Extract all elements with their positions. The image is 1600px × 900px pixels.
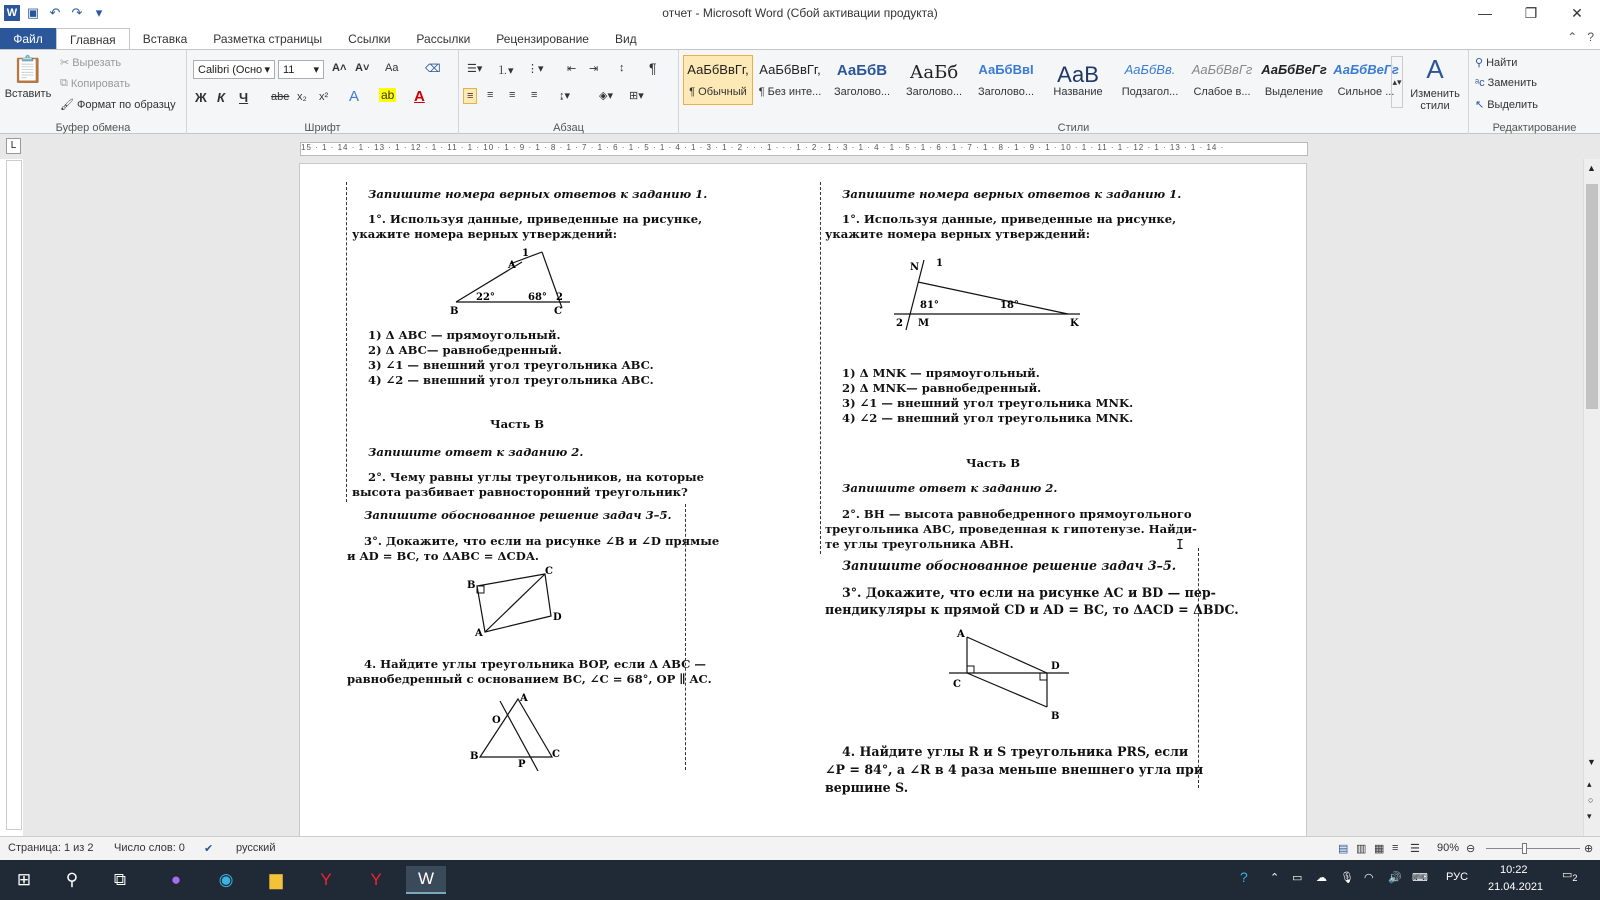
- redo-icon[interactable]: ↷: [71, 5, 83, 20]
- restore-button[interactable]: ❐: [1524, 4, 1538, 21]
- tab-file[interactable]: Файл: [0, 28, 56, 50]
- keyboard-icon[interactable]: ⌨: [1412, 872, 1428, 884]
- alice-assistant-icon[interactable]: ●: [170, 870, 182, 889]
- ribbon: [0, 49, 1600, 134]
- vertical-ruler[interactable]: [6, 160, 22, 830]
- label: 2: [556, 292, 563, 303]
- clock-time[interactable]: 10:22: [1500, 864, 1528, 876]
- question-text: пендикуляры к прямой CD и AD = BC, то ΔACD = ΔBDC.: [825, 602, 1239, 617]
- horizontal-ruler[interactable]: 15 · 1 · 14 · 1 · 13 · 1 · 12 · 1 · 11 · 1 · 10 · 1 · 9 · 1 · 8 · 1 · 7 · 1 · 6 · 1 · 5 · 1 · 4 · 1 · 3 · 1 · 2 · · · 1 · · · 1 · 2 · 1 · 3 · 1 · 4 · 1 · 5 · 1 · 6 · 1 · 7 · 1 · 8 · 1 · 9 · 1 · 10 · 1 · 11 · 1 · 12 · 1 · 13 · 1 · 14 ·: [300, 142, 1308, 156]
- font-size-select[interactable]: 11 ▾: [278, 60, 324, 79]
- question-text: те углы треугольника ABH.: [825, 537, 1014, 551]
- paragraph-group: [459, 50, 679, 135]
- style-subtitle[interactable]: АаБбВв. Подзагол...: [1121, 62, 1179, 98]
- chevron-down-icon: ▾: [264, 64, 270, 76]
- proofing-icon[interactable]: ✔: [204, 843, 214, 855]
- label: M: [918, 318, 930, 329]
- task-view-icon[interactable]: ⧉: [113, 870, 127, 889]
- zoom-out-icon[interactable]: ⊖: [1466, 843, 1476, 855]
- question-text: 1°. Используя данные, приведенные на рисунке,: [368, 212, 703, 226]
- window-title: отчет - Microsoft Word (Сбой активации продукта): [662, 6, 938, 20]
- clock-date[interactable]: 21.04.2021: [1488, 881, 1544, 893]
- tab-references[interactable]: Ссылки: [348, 32, 391, 46]
- fullscreen-reading-icon[interactable]: ▥: [1356, 843, 1367, 855]
- label: 81°: [920, 300, 939, 311]
- question-text: 4. Найдите углы треугольника BOP, если Δ ABC —: [364, 657, 707, 671]
- option-text: 4) ∠2 — внешний угол треугольника MNK.: [842, 411, 1134, 425]
- label: 22°: [476, 292, 495, 303]
- question-text: 4. Найдите углы R и S треугольника PRS, если: [842, 744, 1189, 759]
- section-heading: Часть B: [490, 417, 545, 431]
- print-layout-icon[interactable]: ▤: [1338, 843, 1349, 855]
- label: A: [520, 693, 528, 704]
- style-heading-1[interactable]: АаБбВ Заголово...: [833, 62, 891, 98]
- option-text: 2) Δ MNK— равнобедренный.: [842, 381, 1042, 395]
- option-text: 3) ∠1 — внешний угол треугольника ABC.: [368, 358, 654, 372]
- quadrilateral-figure: [465, 564, 565, 636]
- zoom-slider-handle[interactable]: [1522, 843, 1527, 854]
- scrollbar-thumb[interactable]: [1586, 184, 1598, 409]
- notifications-icon[interactable]: $▭_2$: [1562, 869, 1578, 884]
- option-text: 3) ∠1 — внешний угол треугольника MNK.: [842, 396, 1134, 410]
- font-group: [187, 50, 459, 135]
- multilevel-list-icon[interactable]: ⋮▾: [527, 63, 544, 75]
- style-heading-3[interactable]: АаБбВвI Заголово...: [977, 62, 1035, 98]
- pilcrow-icon[interactable]: ¶: [649, 60, 657, 76]
- help-tray-icon[interactable]: ?: [1240, 869, 1248, 885]
- microphone-icon[interactable]: 🎙: [1340, 872, 1354, 884]
- question-text: 2°. BH — высота равнобедренного прямоугольного: [842, 507, 1192, 521]
- grow-font-button[interactable]: A˄: [332, 62, 347, 74]
- select-button[interactable]: ↖ Выделить: [1475, 98, 1538, 111]
- paste-button[interactable]: 📋 Вставить: [4, 54, 52, 100]
- styles-scroll-icon[interactable]: ▴▾: [1391, 56, 1403, 108]
- status-bar: [0, 836, 1600, 860]
- minimize-button[interactable]: —: [1478, 5, 1492, 21]
- label: C: [953, 679, 961, 690]
- word-logo-icon[interactable]: W: [4, 5, 20, 21]
- option-text: 4) ∠2 — внешний угол треугольника ABC.: [368, 373, 654, 387]
- label: B: [1051, 711, 1060, 722]
- styles-group: [679, 50, 1469, 135]
- document-canvas: [23, 159, 1583, 836]
- label: B: [450, 306, 459, 316]
- label: C: [552, 749, 560, 760]
- scissors-icon: ✂: [60, 57, 70, 69]
- question-text: укажите номера верных утверждений:: [825, 227, 1091, 241]
- question-text: 2°. Чему равны углы треугольников, на которые: [368, 470, 705, 484]
- draft-icon[interactable]: ☰: [1410, 843, 1420, 855]
- network-error-icon[interactable]: ☁: [1316, 872, 1327, 884]
- edge-browser-icon[interactable]: ◉: [218, 870, 234, 889]
- zoom-slider[interactable]: [1486, 848, 1580, 849]
- question-text: равнобедренный с основанием BC, ∠C = 68°, OP ∥ AC.: [347, 672, 712, 686]
- numbering-icon[interactable]: ⒈▾: [497, 65, 514, 77]
- label: A: [475, 628, 483, 636]
- instruction-text: Запишите ответ к заданию 2.: [842, 481, 1058, 495]
- clipboard-group-label: Буфер обмена: [55, 122, 131, 134]
- bold-button[interactable]: Ж: [195, 90, 207, 105]
- style-no-spacing[interactable]: АаБбВвГг, ¶ Без инте...: [758, 62, 822, 98]
- tab-review[interactable]: Рецензирование: [496, 32, 589, 46]
- question-text: треугольника ABC, проведенная к гипотенузе. Найди-: [825, 522, 1197, 536]
- font-color-icon[interactable]: A: [414, 88, 425, 105]
- option-text: 1) Δ ABC — прямоугольный.: [368, 328, 561, 342]
- chevron-down-icon: ▾: [313, 64, 319, 76]
- brush-icon: 🖌: [60, 99, 74, 111]
- paragraph-group-label: Абзац: [553, 122, 584, 134]
- editing-group: [1469, 50, 1600, 135]
- question-text: укажите номера верных утверждений:: [352, 227, 618, 241]
- label: D: [553, 612, 562, 623]
- replace-icon: ᵃc: [1475, 77, 1485, 89]
- question-text: 3°. Докажите, что если на рисунке ∠B и ∠D прямые: [364, 534, 720, 548]
- format-painter-button[interactable]: 🖌 Формат по образцу: [60, 98, 176, 111]
- style-emphasis[interactable]: АаБбВеГг Выделение: [1261, 62, 1327, 98]
- sort-icon[interactable]: ↕: [619, 62, 625, 74]
- copy-button[interactable]: ⧉ Копировать: [60, 77, 131, 90]
- cut-line: [820, 182, 821, 554]
- label: 18°: [1000, 300, 1019, 311]
- instruction-text: Запишите обоснованное решение задач 3–5.: [842, 558, 1177, 573]
- close-button[interactable]: ✕: [1571, 4, 1583, 21]
- customize-qat-icon[interactable]: ▾: [95, 5, 103, 20]
- align-center-icon[interactable]: ≡: [487, 89, 494, 101]
- style-subtle-emphasis[interactable]: АаБбВвГг Слабое в...: [1191, 62, 1253, 98]
- page-count[interactable]: Страница: 1 из 2: [8, 842, 94, 854]
- next-page-icon[interactable]: ▾: [1587, 811, 1592, 821]
- styles-group-label: Стили: [1057, 122, 1090, 134]
- tray-overflow-icon[interactable]: ⌃: [1270, 872, 1280, 884]
- line-spacing-icon[interactable]: ↨▾: [559, 90, 571, 102]
- styles-gallery: [683, 55, 1401, 105]
- label: 68°: [528, 292, 547, 303]
- editing-group-label: Редактирование: [1492, 122, 1577, 134]
- cursor-icon: ↖: [1475, 99, 1485, 111]
- instruction-text: Запишите номера верных ответов к заданию 1.: [368, 187, 708, 201]
- question-text: высота разбивает равносторонний треугольник?: [352, 485, 688, 499]
- scroll-up-icon[interactable]: ▲: [1587, 163, 1596, 173]
- label: 2: [896, 318, 903, 329]
- outline-icon[interactable]: ≡: [1392, 842, 1399, 854]
- word-count[interactable]: Число слов: 0: [114, 842, 185, 854]
- label: N: [910, 262, 920, 273]
- quick-access-toolbar: [0, 4, 108, 22]
- prev-page-icon[interactable]: ▴: [1587, 779, 1592, 789]
- instruction-text: Запишите обоснованное решение задач 3–5.: [364, 508, 672, 522]
- shrink-font-button[interactable]: A˅: [355, 62, 370, 74]
- search-icon[interactable]: ⚲: [65, 870, 79, 889]
- underline-button[interactable]: Ч: [239, 90, 249, 105]
- label: B: [470, 751, 479, 762]
- label: A: [957, 629, 965, 640]
- triangle-figure-mnk: [890, 250, 1090, 338]
- subscript-button[interactable]: x₂: [297, 91, 307, 103]
- label: C: [554, 306, 562, 316]
- tab-page-layout[interactable]: Разметка страницы: [213, 32, 323, 46]
- binoculars-icon: ⚲: [1475, 57, 1484, 69]
- label: K: [1070, 318, 1079, 329]
- triangle-figure-bop: [470, 691, 560, 773]
- change-styles-button[interactable]: A Изменить стили: [1410, 54, 1460, 112]
- instruction-text: Запишите ответ к заданию 2.: [368, 445, 584, 459]
- font-name-select[interactable]: Calibri (Осно ▾: [193, 60, 275, 79]
- taskbar: [0, 860, 1600, 900]
- instruction-text: Запишите номера верных ответов к заданию 1.: [842, 187, 1182, 201]
- option-text: 2) Δ ABC— равнобедренный.: [368, 343, 562, 357]
- label: 1: [936, 258, 943, 269]
- shading-icon[interactable]: ◈▾: [599, 90, 613, 102]
- label: O: [492, 715, 501, 726]
- copy-icon: ⧉: [60, 77, 68, 89]
- input-language[interactable]: РУС: [1446, 871, 1469, 883]
- style-title[interactable]: АаВ Название: [1053, 62, 1103, 98]
- clipboard-group: [0, 50, 187, 135]
- perpendiculars-figure: [945, 627, 1075, 722]
- paste-icon: 📋: [11, 54, 45, 84]
- style-heading-2[interactable]: АаБб Заголово...: [905, 62, 963, 98]
- section-heading: Часть B: [966, 456, 1021, 470]
- vertical-scrollbar[interactable]: [1583, 159, 1600, 836]
- undo-icon[interactable]: ↶: [49, 5, 61, 20]
- label: P: [518, 759, 526, 770]
- align-left-icon[interactable]: ≡: [463, 88, 477, 104]
- label: 1: [522, 248, 529, 259]
- option-text: 1) Δ MNK — прямоугольный.: [842, 366, 1040, 380]
- change-case-button[interactable]: Aa: [385, 62, 399, 74]
- label: D: [1051, 661, 1060, 672]
- document-page[interactable]: [299, 163, 1307, 836]
- highlight-icon[interactable]: ab: [381, 88, 395, 102]
- bullets-icon[interactable]: ☰▾: [467, 63, 483, 75]
- browse-object-icon[interactable]: ○: [1588, 795, 1594, 805]
- question-text: и AD = BC, то ΔABC = ΔCDA.: [347, 549, 539, 563]
- tab-mailings[interactable]: Рассылки: [416, 32, 471, 46]
- cut-button[interactable]: ✂ Вырезать: [60, 56, 122, 69]
- style-intense-emphasis[interactable]: АаБбВеГг Сильное ...: [1333, 62, 1399, 98]
- ruler-area: [0, 134, 1600, 159]
- text-effects-icon[interactable]: A: [349, 88, 360, 105]
- tab-selector-icon[interactable]: L: [6, 138, 21, 154]
- start-windows-icon[interactable]: ⊞: [16, 870, 32, 889]
- italic-button[interactable]: К: [217, 90, 225, 105]
- file-explorer-icon[interactable]: ▆: [269, 870, 283, 889]
- scroll-down-icon[interactable]: ▼: [1587, 757, 1596, 767]
- save-icon[interactable]: ▣: [26, 5, 40, 20]
- language-indicator[interactable]: русский: [236, 842, 276, 854]
- change-styles-icon: A: [1426, 54, 1444, 84]
- triangle-figure-abc: [450, 244, 590, 316]
- collapse-ribbon-icon[interactable]: ⌃: [1567, 30, 1578, 44]
- font-group-label: Шрифт: [304, 122, 341, 134]
- question-text: вершине S.: [825, 780, 909, 795]
- title-bar: [0, 0, 1600, 26]
- word-taskbar-icon[interactable]: W: [406, 866, 446, 894]
- meet-now-icon[interactable]: ▭: [1292, 872, 1303, 884]
- question-text: 3°. Докажите, что если на рисунке AC и BD — пер-: [842, 585, 1216, 600]
- question-text: ∠P = 84°, а ∠R в 4 раза меньше внешнего угла при: [825, 762, 1204, 777]
- yandex-browser-icon[interactable]: Y: [320, 870, 332, 889]
- align-right-icon[interactable]: ≡: [509, 89, 516, 101]
- borders-icon[interactable]: ⊞▾: [629, 90, 644, 102]
- label: A: [508, 260, 516, 271]
- justify-icon[interactable]: ≡: [531, 89, 538, 101]
- text-cursor: I: [1176, 538, 1184, 553]
- label: B: [467, 580, 476, 591]
- clear-format-icon[interactable]: ⌫: [425, 63, 441, 75]
- find-button[interactable]: ⚲ Найти: [1475, 56, 1518, 69]
- volume-icon[interactable]: 🔊: [1388, 872, 1402, 884]
- zoom-in-icon[interactable]: ⊕: [1584, 843, 1594, 855]
- replace-button[interactable]: ᵃc Заменить: [1475, 77, 1538, 89]
- decrease-indent-icon[interactable]: ⇤: [567, 63, 577, 75]
- question-text: 1°. Используя данные, приведенные на рисунке,: [842, 212, 1177, 226]
- superscript-button[interactable]: x²: [319, 91, 329, 103]
- label: C: [545, 566, 553, 577]
- help-icon[interactable]: ?: [1587, 30, 1594, 44]
- tab-view[interactable]: Вид: [614, 32, 637, 46]
- increase-indent-icon[interactable]: ⇥: [589, 63, 599, 75]
- web-layout-icon[interactable]: ▦: [1374, 843, 1385, 855]
- strikethrough-button[interactable]: abe: [271, 91, 290, 103]
- style-normal[interactable]: АаБбВвГг, ¶ Обычный: [683, 55, 753, 105]
- tab-home[interactable]: Главная: [56, 28, 130, 50]
- cut-line: [346, 182, 347, 502]
- ribbon-tabs: [0, 26, 1600, 50]
- wifi-icon[interactable]: ◠: [1364, 872, 1374, 884]
- yandex-icon[interactable]: Y: [370, 870, 382, 889]
- tab-insert[interactable]: Вставка: [142, 32, 188, 46]
- zoom-level[interactable]: 90%: [1437, 842, 1460, 854]
